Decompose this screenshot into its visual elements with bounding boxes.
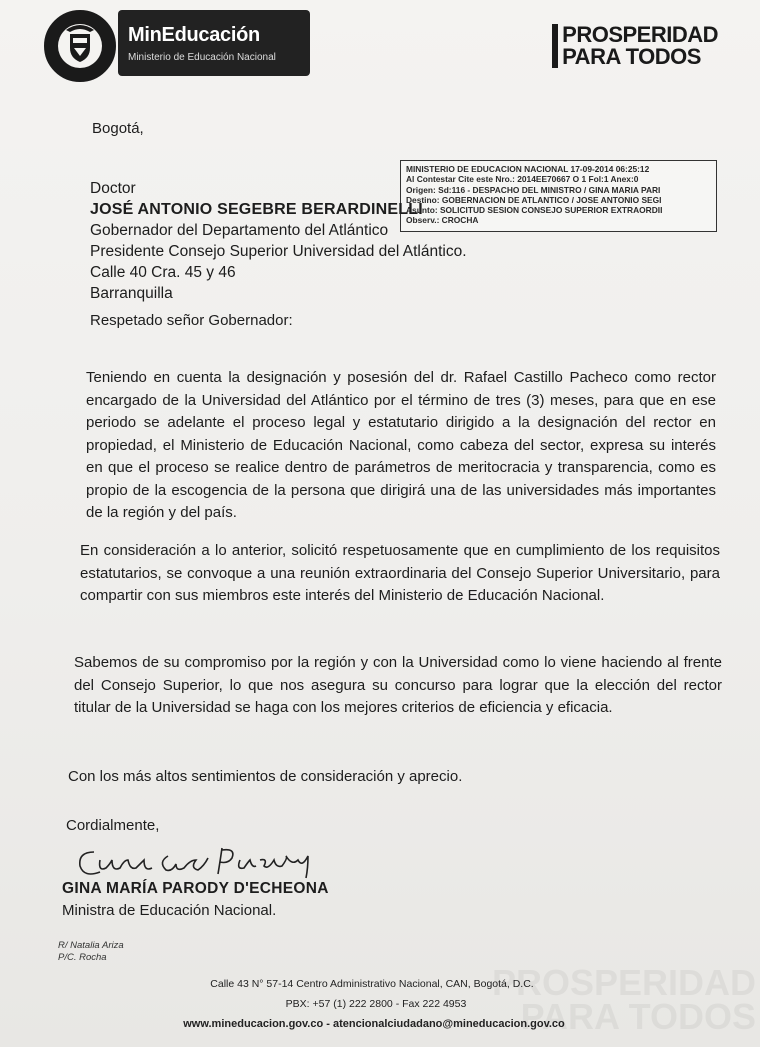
recipient-name: JOSÉ ANTONIO SEGEBRE BERARDINELLI bbox=[90, 201, 423, 218]
recipient-role: Gobernador del Departamento del Atlántico bbox=[90, 222, 389, 239]
ghost-line: PROSPERIDAD bbox=[491, 962, 756, 1003]
slogan-line-1: PROSPERIDAD bbox=[562, 22, 718, 47]
stamp-line: Origen: Sd:116 - DESPACHO DEL MINISTRO / GINA MARIA PARI bbox=[406, 184, 661, 195]
valediction: Cordialmente, bbox=[66, 817, 160, 834]
signer-role: Ministra de Educación Nacional. bbox=[62, 902, 277, 919]
handwritten-signature bbox=[72, 838, 332, 882]
slogan-logo bbox=[552, 24, 718, 68]
signer-block bbox=[62, 878, 329, 922]
place-date: Bogotá, bbox=[92, 120, 144, 137]
body-paragraph: En consideración a lo anterior, solicitó respetuosamente que en cumplimiento de los requisitos estatutarios, se convoque a una reunión extraordinaria del Consejo Superior Universitario, para compartir con sus miembros este interés del Ministerio de Educación Nacional. bbox=[80, 542, 720, 604]
salutation: Respetado señor Gobernador: bbox=[90, 312, 293, 329]
recipient-city: Barranquilla bbox=[90, 285, 173, 302]
body-paragraph: Teniendo en cuenta la designación y posesión del dr. Rafael Castillo Pacheco como rector encargado de la Universidad del Atlántico por el término de tres (3) meses, para que en ese periodo se adelante el proceso legal y estatutario dirigido a la designación del rector en propiedad, el Ministerio de Educación Nacional, como cabeza del sector, expresa su interés en que el proceso se realice dentro de parámetros de meritocracia y transparencia, como es propio de la escogencia de la persona que dirigirá una de las universidades más importantes de la región y del país. bbox=[86, 369, 716, 521]
footer-phone: PBX: +57 (1) 222 2800 - Fax 222 4953 bbox=[285, 998, 467, 1010]
colombia-seal-logo bbox=[44, 10, 116, 82]
prepared-by: P/C. Rocha bbox=[58, 952, 107, 963]
footer-web: www.mineducacion.gov.co - atencionalciudadano@mineducacion.gov.co bbox=[183, 1018, 565, 1030]
mineducacion-logo bbox=[118, 10, 310, 76]
brand-subtitle: Ministerio de Educación Nacional bbox=[128, 52, 276, 63]
shield-icon bbox=[46, 12, 114, 80]
stamp-line: MINISTERIO DE EDUCACION NACIONAL 17-09-2014 06:25:12 bbox=[406, 164, 650, 174]
ghost-line: PARA TODOS bbox=[520, 996, 756, 1037]
recipient-address: Calle 40 Cra. 45 y 46 bbox=[90, 264, 236, 281]
brand-name: MinEducación bbox=[128, 24, 260, 46]
closing-line: Con los más altos sentimientos de consideración y aprecio. bbox=[68, 768, 463, 785]
recipient-role: Presidente Consejo Superior Universidad del Atlántico. bbox=[90, 243, 467, 260]
slogan-line-2: PARA TODOS bbox=[562, 44, 701, 69]
reviewed-by: R/ Natalia Ariza bbox=[58, 940, 124, 951]
signer-name: GINA MARÍA PARODY D'ECHEONA bbox=[62, 880, 329, 897]
stamp-line: Al Contestar Cite este Nro.: 2014EE70667 O 1 Fol:1 Anex:0 bbox=[406, 174, 639, 185]
body-paragraph: Sabemos de su compromiso por la región y con la Universidad como lo viene haciendo al frente del Consejo Superior, lo que nos asegura su concurso para lograr que la elección del rector titular de la Universidad se haga con los mejores criterios de eficiencia y eficacia. bbox=[74, 654, 722, 716]
recipient-title: Doctor bbox=[90, 180, 136, 197]
stamp-line: Destino: GOBERNACION DE ATLANTICO / JOSE ANTONIO SEGI bbox=[406, 194, 662, 205]
recipient-block bbox=[90, 178, 467, 304]
footer-address: Calle 43 N° 57-14 Centro Administrativo Nacional, CAN, Bogotá, D.C. bbox=[210, 978, 534, 990]
stamp-line: Asunto: SOLICITUD SESION CONSEJO SUPERIOR EXTRAORDII bbox=[406, 205, 663, 216]
stamp-line: Observ.: CROCHA bbox=[406, 215, 479, 226]
drafting-initials bbox=[58, 940, 124, 964]
